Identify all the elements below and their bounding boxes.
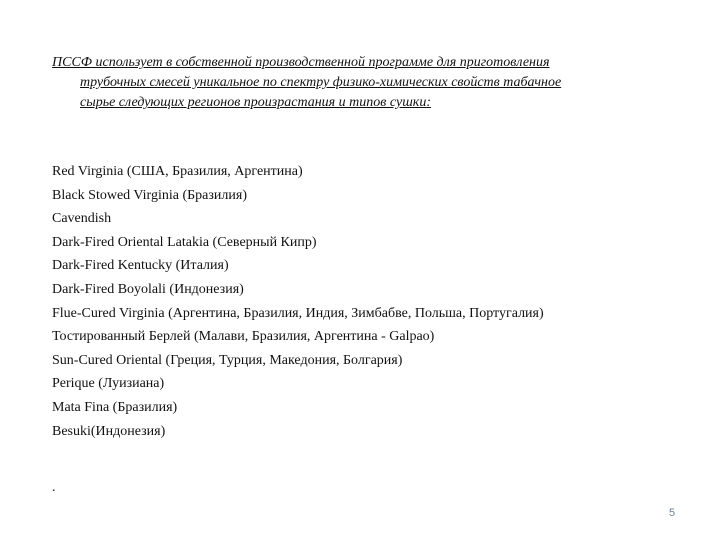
list-item: Dark-Fired Boyolali (Индонезия): [52, 281, 244, 297]
tobacco-region-list: [52, 160, 544, 443]
list-item: Perique (Луизиана): [52, 376, 165, 392]
trailing-period: .: [52, 480, 56, 495]
slide-heading: [52, 53, 682, 113]
list-item: Cavendish: [52, 211, 112, 227]
page-number: 5: [669, 507, 676, 519]
list-item: Sun-Cured Oriental (Греция, Турция, Македония, Болгария): [52, 352, 403, 368]
list-item: Тостированный Берлей (Малави, Бразилия, Аргентина - Galpao): [52, 329, 435, 345]
list-item: Black Stowed Virginia (Бразилия): [52, 187, 247, 203]
list-item: Besuki(Индонезия): [52, 423, 166, 439]
list-item: Dark-Fired Kentucky (Италия): [52, 258, 229, 274]
list-item: Flue-Cured Virginia (Аргентина, Бразилия, Индия, Зимбабве, Польша, Португалия): [52, 305, 544, 321]
list-item: Dark-Fired Oriental Latakia (Северный Кипр): [52, 234, 317, 250]
list-item: Mata Fina (Бразилия): [52, 399, 178, 415]
heading-line-1: ПССФ использует в собственной производственной программе для приготовления: [52, 55, 550, 70]
list-item: Red Virginia (США, Бразилия, Аргентина): [52, 164, 303, 179]
heading-line-2: трубочных смесей уникальное по спектру физико-химических свойств табачное: [80, 75, 562, 90]
heading-line-3: сырье следующих регионов произрастания и типов сушки:: [80, 95, 431, 110]
